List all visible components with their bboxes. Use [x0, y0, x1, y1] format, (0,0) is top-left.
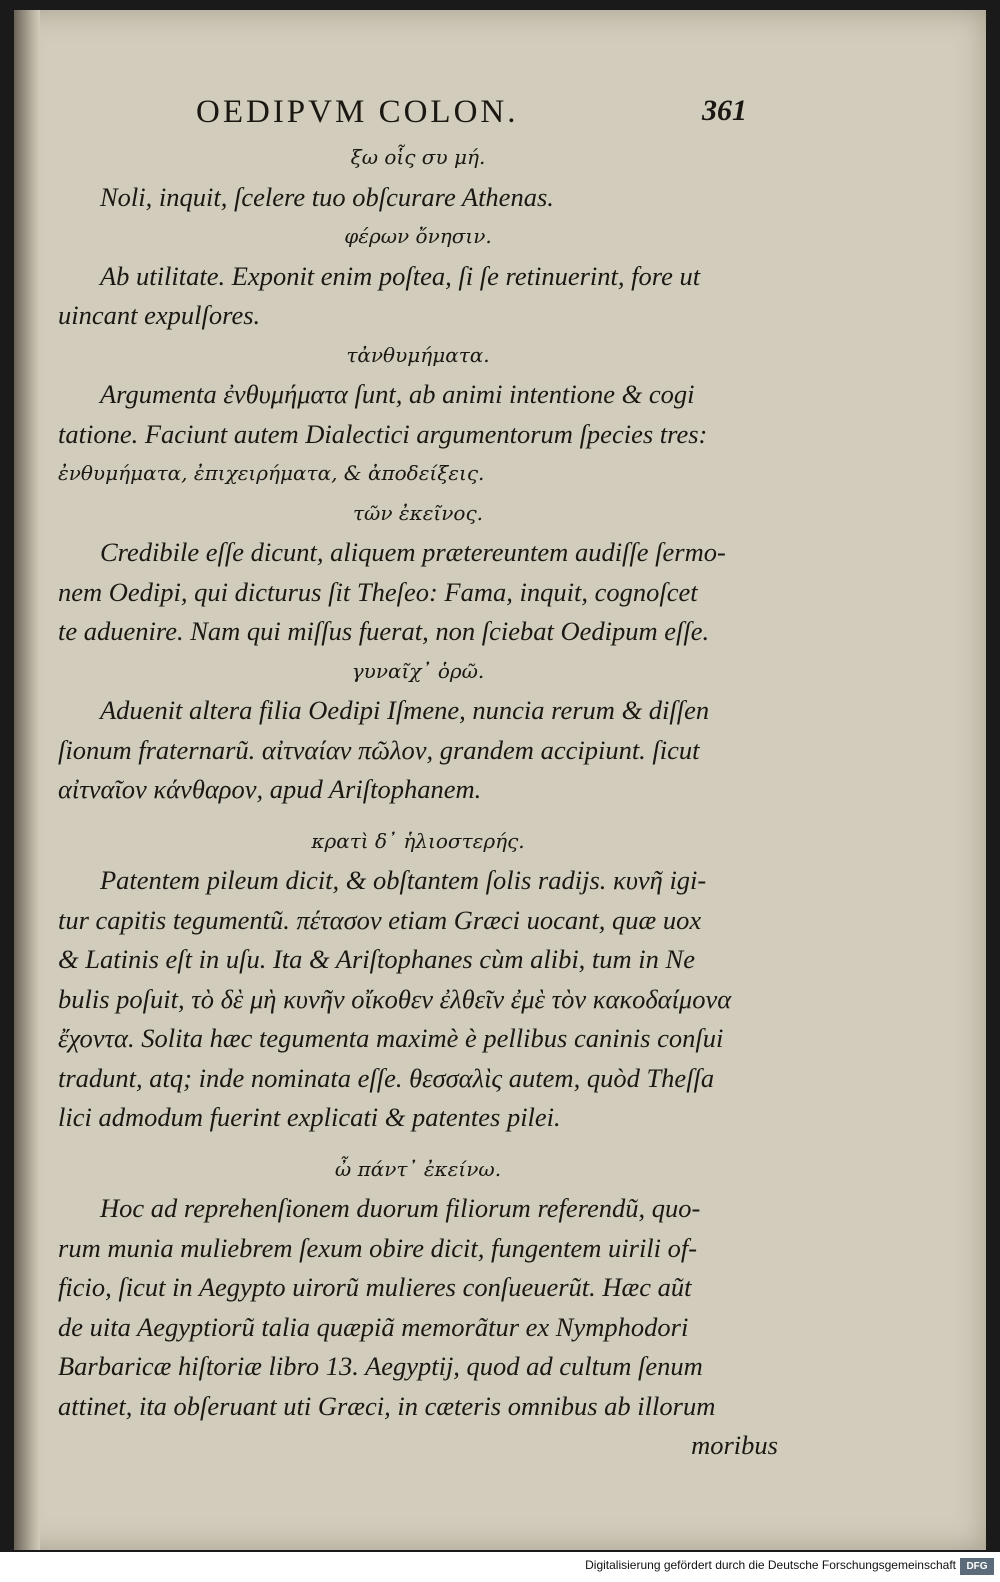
digitization-footer	[0, 1552, 1000, 1582]
text-line: Aduenit altera filia Oedipi Iſmene, nuncia rerum & diſſen	[100, 695, 710, 725]
text-line: Hoc ad reprehenſionem duorum filiorum referendũ, quo-	[100, 1193, 701, 1223]
text-line: ficio, ſicut in Aegypto uirorũ mulieres conſueuerũt. Hæc aũt	[58, 1272, 692, 1302]
text-line: ἔχοντα. Solita hæc tegumenta maximè è pellibus caninis conſui	[58, 1023, 724, 1053]
text-line: & Latinis eſt in uſu. Ita & Ariſtophanes cùm alibi, tum in Ne	[58, 944, 695, 974]
text-line: Patentem pileum dicit, & obſtantem ſolis radijs. κυνῆ igi-	[100, 865, 707, 895]
text-line: uincant expulſores.	[58, 300, 261, 330]
text-line: ὦ πάντ᾽ ἐκείνω.	[334, 1156, 502, 1181]
page-header	[14, 88, 986, 138]
page-gutter	[14, 10, 40, 1550]
text-line: Barbaricæ hiſtoriæ libro 13. Aegyptij, quod ad cultum ſenum	[58, 1351, 703, 1381]
text-line: moribus	[691, 1430, 778, 1460]
text-line: rum munia muliebrem ſexum obire dicit, fungentem uirili of-	[58, 1232, 698, 1263]
running-title: OEDIPVM COLON.	[196, 94, 519, 130]
text-line: κρατὶ δ᾽ ἡλιοστερής.	[311, 828, 525, 853]
text-line: tur capitis tegumentũ. πέτασον etiam Græci uocant, quæ uox	[58, 904, 702, 935]
funding-credit: Digitalisierung gefördert durch die Deutsche Forschungsgemeinschaft	[585, 1558, 956, 1572]
text-line: nem Oedipi, qui dicturus ſit Theſeo: Fama, inquit, cognoſcet	[58, 576, 698, 607]
text-line: αἰτναῖον κάνθαρον, apud Ariſtophanem.	[58, 774, 482, 804]
text-line: ſionum fraternarũ. αἰτναίαν πῶλον, grandem accipiunt. ſicut	[58, 734, 700, 765]
text-line: Argumenta ἐνθυμήματα ſunt, ab animi intentione & cogi	[100, 379, 695, 409]
text-line: Noli, inquit, ſcelere tuo obſcurare Athenas.	[100, 181, 554, 212]
text-line: te aduenire. Nam qui miſſus fuerat, non ſciebat Oedipum eſſe.	[58, 616, 710, 646]
text-line: Credibile eſſe dicunt, aliquem prætereuntem audiſſe ſermo-	[100, 537, 726, 567]
text-line: ἐνθυμήματα, ἐπιχειρήματα, & ἀποδείξεις.	[58, 461, 485, 485]
paragraph-gap	[58, 810, 778, 822]
text-line: γυναῖχ᾽ ὁρῶ.	[351, 658, 485, 683]
dfg-logo: DFG	[960, 1558, 994, 1575]
text-line: ξω οἷς συ μή.	[350, 145, 486, 169]
text-body	[58, 138, 778, 1466]
text-line: attinet, ita obſeruant uti Græci, in cæteris omnibus ab illorum	[58, 1390, 716, 1421]
text-line: τἀνθυμήματα.	[346, 342, 490, 367]
text-line: de uita Aegyptiorũ talia quæpiã memorãtur ex Nymphodori	[58, 1311, 689, 1342]
text-line: tatione. Faciunt autem Dialectici argumentorum ſpecies tres:	[58, 418, 708, 449]
text-line: lici admodum fuerint explicati & patentes pilei.	[58, 1102, 561, 1132]
page-number: 361	[702, 94, 747, 127]
text-line: bulis poſuit, τὸ δὲ μὴ κυνῆν οἴκοθεν ἐλθεῖν ἐμὲ τὸν κακοδαίμονα	[58, 983, 732, 1014]
paragraph-gap	[58, 1138, 778, 1150]
text-line: τῶν ἐκεῖνος.	[352, 500, 484, 525]
text-line: φέρων ὄνησιν.	[344, 224, 492, 248]
text-line: tradunt, atq; inde nominata eſſe. θεσσαλὶς autem, quòd Theſſa	[58, 1062, 715, 1093]
text-line: Ab utilitate. Exponit enim poſtea, ſi ſe retinuerint, fore ut	[100, 260, 701, 291]
book-page	[14, 10, 986, 1550]
